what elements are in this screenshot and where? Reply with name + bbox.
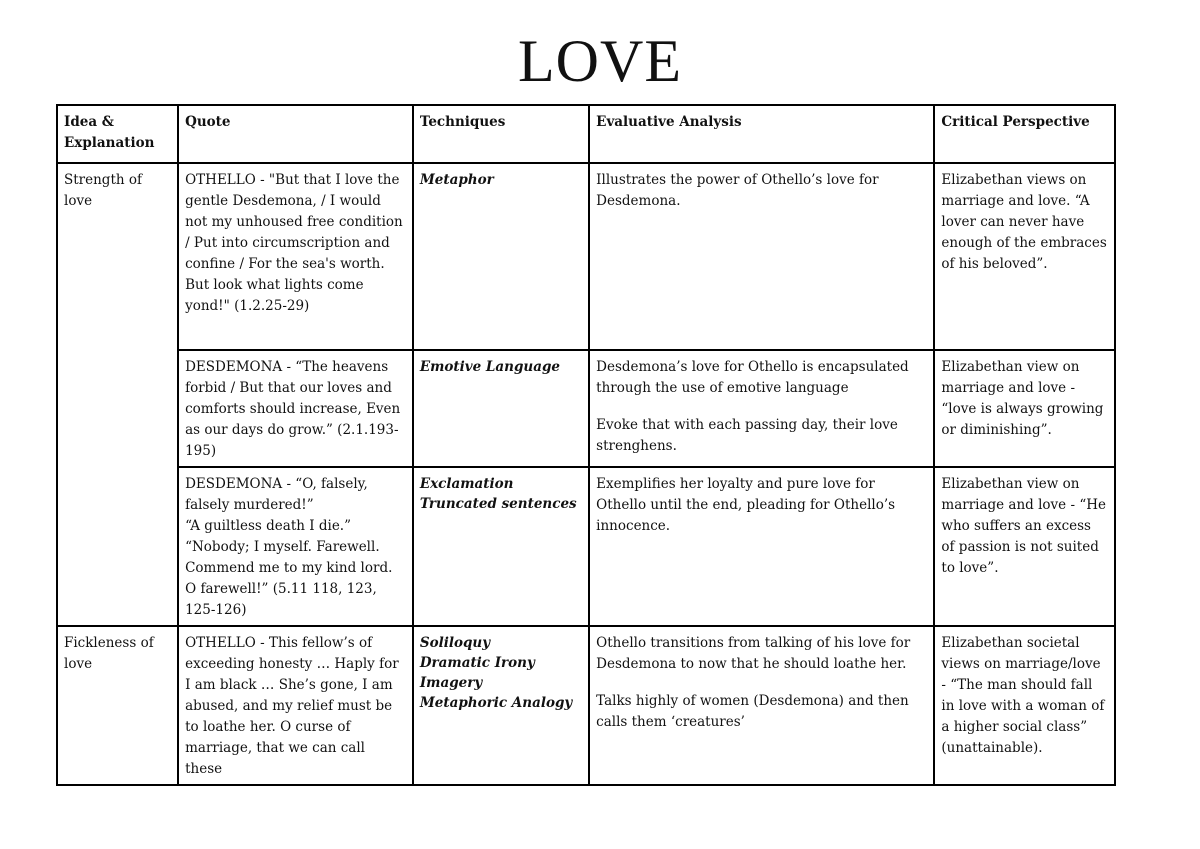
header-techniques: Techniques [413,105,589,163]
technique-label: Truncated sentences [419,496,577,512]
technique-label: Metaphor [419,172,494,188]
header-idea: Idea & Explanation [57,105,178,163]
idea-cell: Strength of love [57,163,178,626]
analysis-text: Evoke that with each passing day, their love strenghens. [596,417,898,454]
technique-label: Emotive Language [419,359,561,375]
love-analysis-table [56,104,1116,786]
table-row [57,467,1115,626]
techniques-cell [413,350,589,467]
technique-label: Dramatic Irony [419,655,535,671]
analysis-cell [589,163,934,350]
quote-line: “A guiltless death I die.” [185,518,352,534]
technique-label: Exclamation [419,476,514,492]
technique-label: Metaphoric Analogy [419,695,573,711]
table-row [57,626,1115,785]
quote-line: DESDEMONA - “O, falsely, falsely murdered!” [185,476,368,513]
analysis-text: Othello transitions from talking of his love for Desdemona to now that he should loathe her. [596,635,911,672]
technique-label: Soliloquy [419,635,491,651]
table-row [57,350,1115,467]
critical-cell: Elizabethan societal views on marriage/love - “The man should fall in love with a woman of a higher social class” (unattainable). [934,626,1115,785]
quote-cell [178,467,413,626]
header-analysis: Evaluative Analysis [589,105,934,163]
critical-cell: Elizabethan views on marriage and love. “A lover can never have enough of the embraces of his beloved”. [934,163,1115,350]
table-row [57,163,1115,350]
analysis-text: Desdemona’s love for Othello is encapsulated through the use of emotive language [596,359,909,396]
techniques-cell [413,467,589,626]
quote-cell: OTHELLO - This fellow’s of exceeding honesty … Haply for I am black … She’s gone, I am abused, and my relief must be to loathe her. O curse of marriage, that we can call these [178,626,413,785]
page-title: LOVE [518,28,682,94]
analysis-cell [589,350,934,467]
analysis-cell [589,467,934,626]
table-header-row [57,105,1115,163]
analysis-text: Talks highly of women (Desdemona) and then calls them ‘creatures’ [596,693,909,730]
analysis-text: Illustrates the power of Othello’s love for Desdemona. [596,172,879,209]
analysis-cell [589,626,934,785]
quote-cell: OTHELLO - "But that I love the gentle Desdemona, / I would not my unhoused free condition / Put into circumscription and confine / For the sea's worth. But look what lights come yond!" (1.2.25-29) [178,163,413,350]
analysis-text: Exemplifies her loyalty and pure love for Othello until the end, pleading for Othello’s innocence. [596,476,896,534]
quote-cell: DESDEMONA - “The heavens forbid / But that our loves and comforts should increase, Even as our days do grow.” (2.1.193-195) [178,350,413,467]
header-quote: Quote [178,105,413,163]
critical-cell: Elizabethan view on marriage and love - “love is always growing or diminishing”. [934,350,1115,467]
header-critical: Critical Perspective [934,105,1115,163]
technique-label: Imagery [419,675,483,691]
critical-cell: Elizabethan view on marriage and love - “He who suffers an excess of passion is not suited to love”. [934,467,1115,626]
techniques-cell [413,626,589,785]
idea-cell: Fickleness of love [57,626,178,785]
techniques-cell [413,163,589,350]
quote-line: “Nobody; I myself. Farewell. Commend me to my kind lord. O farewell!” (5.11 118, 123, 125-126) [185,539,393,618]
